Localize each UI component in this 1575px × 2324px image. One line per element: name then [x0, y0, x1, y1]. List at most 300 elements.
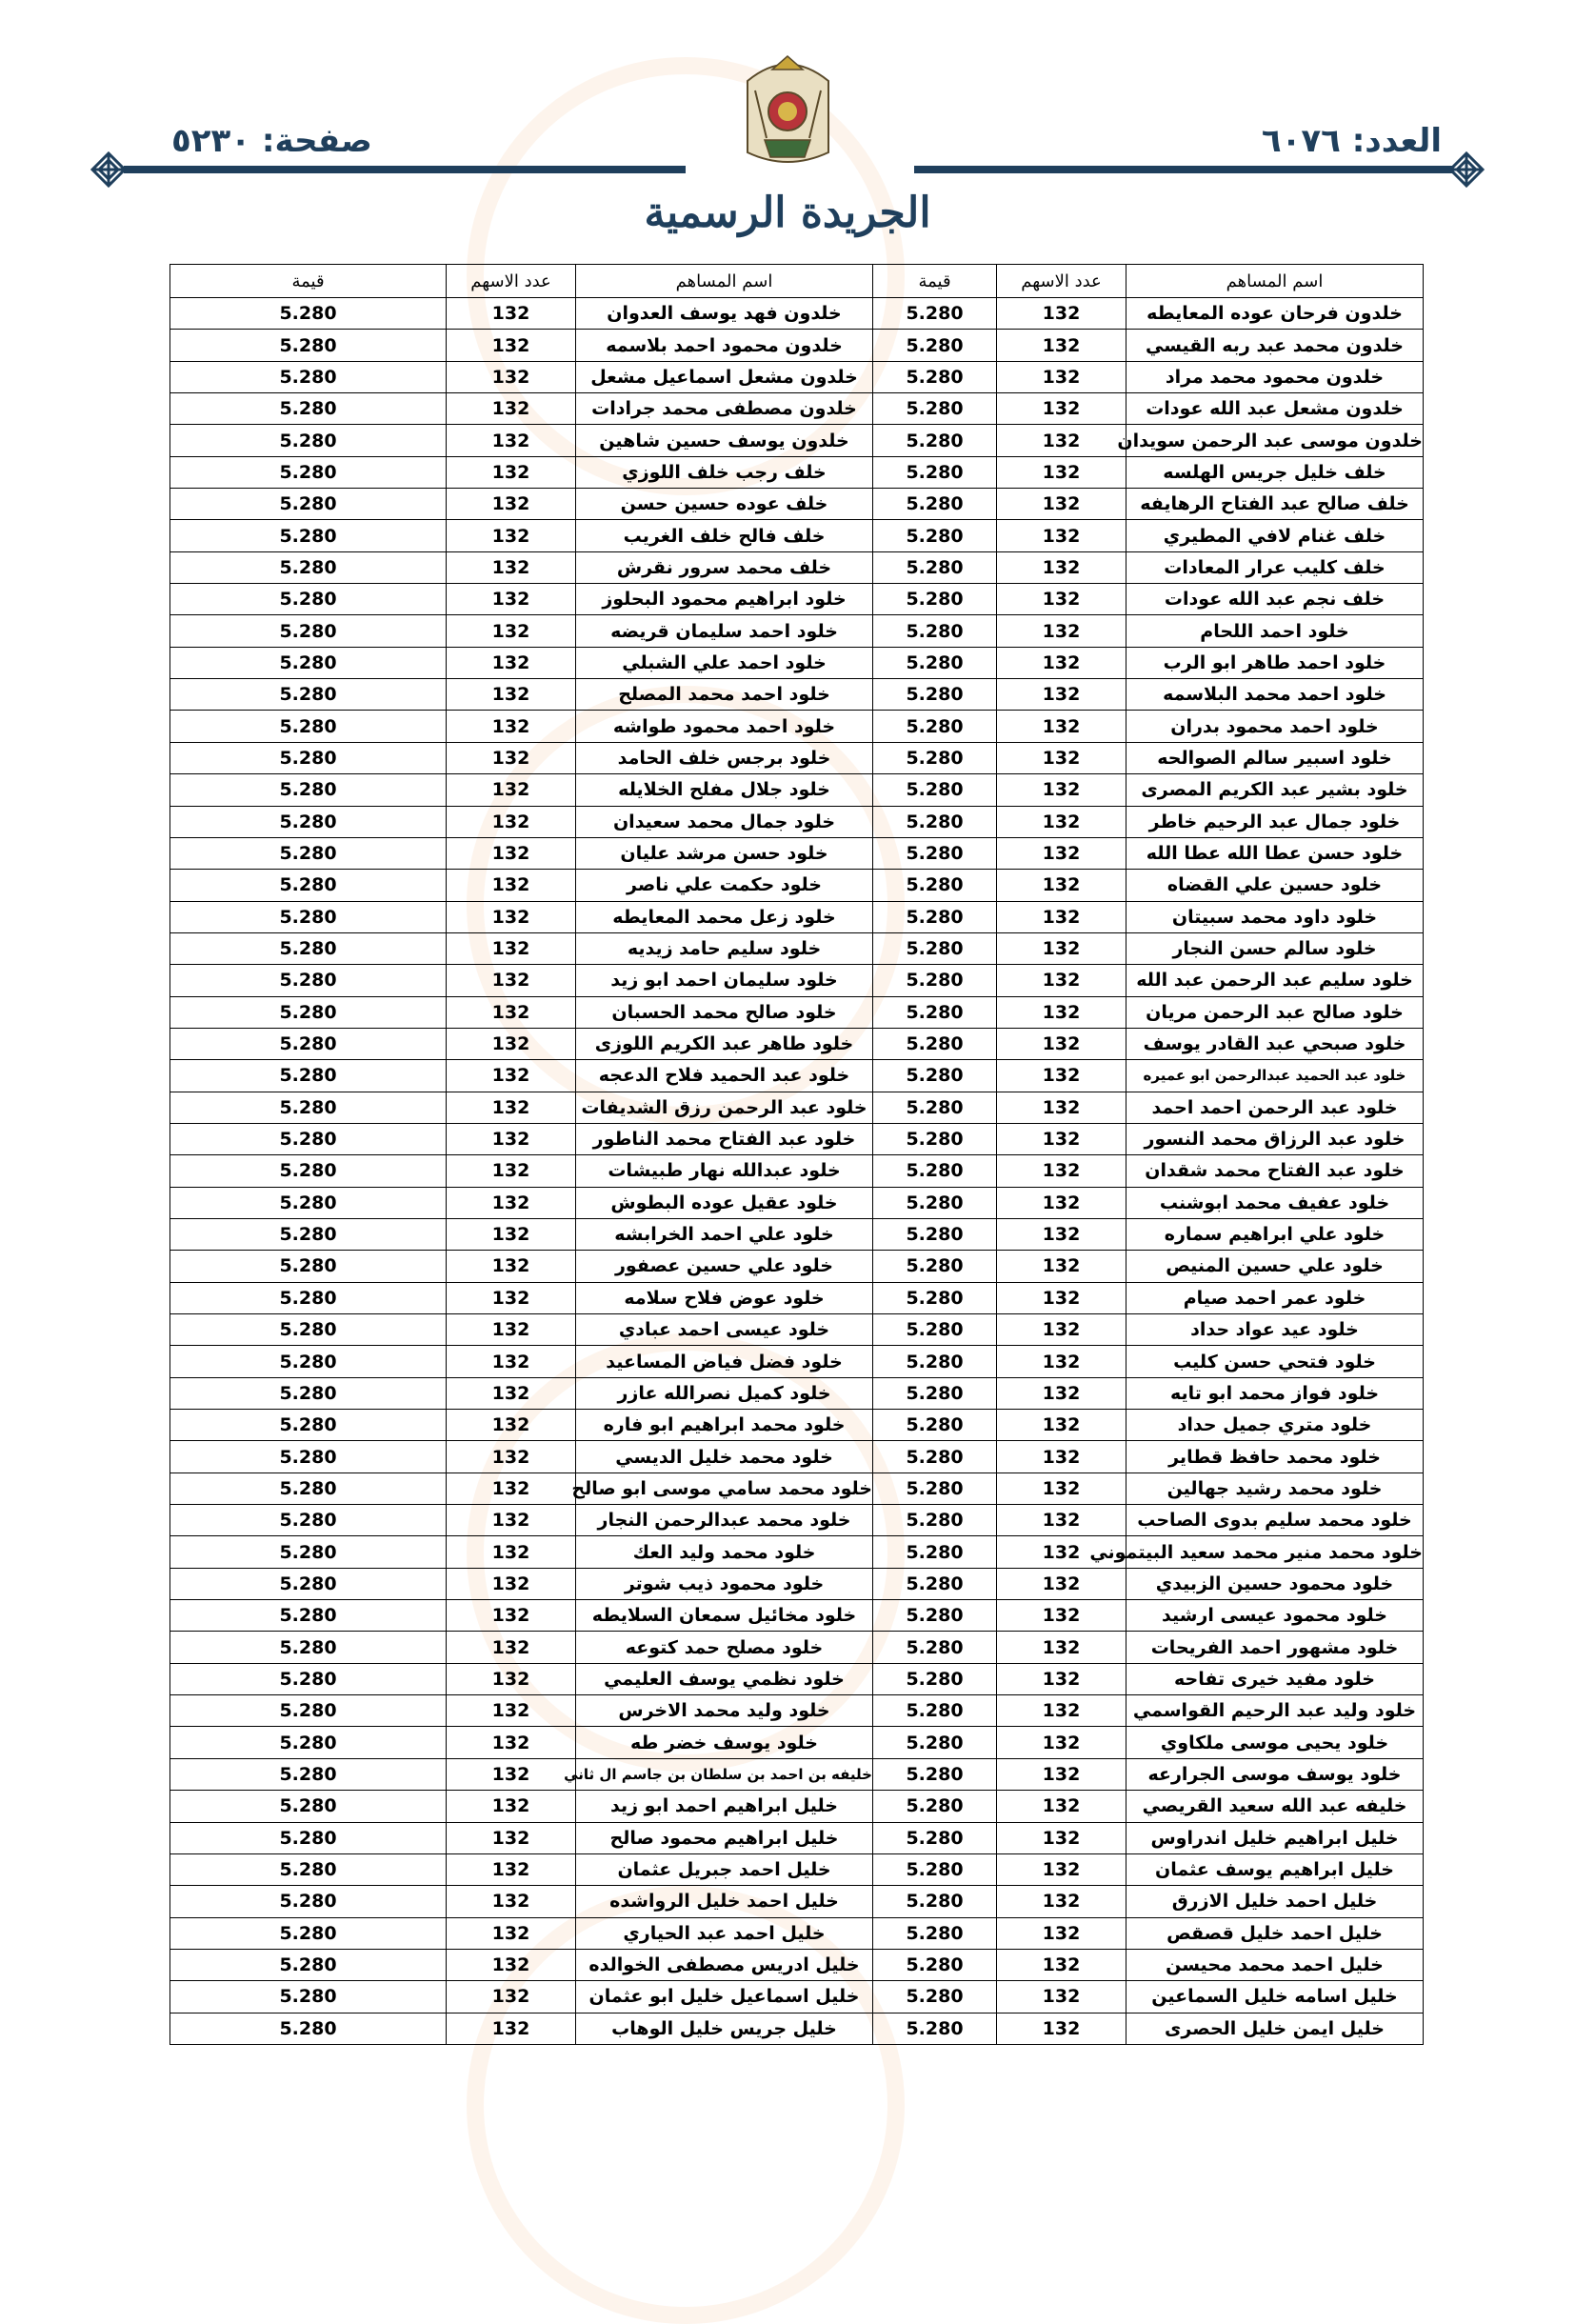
- cell-value: 5.280: [170, 361, 447, 392]
- table-row: [170, 1410, 1424, 1441]
- cell-shares: 132: [447, 456, 576, 488]
- cell-shares: 132: [997, 1314, 1126, 1346]
- cell-shares: 132: [447, 1695, 576, 1727]
- cell-value: 5.280: [170, 965, 447, 996]
- cell-value: 5.280: [170, 1282, 447, 1313]
- table-row: [170, 1632, 1424, 1663]
- cell-value: 5.280: [170, 425, 447, 456]
- table-body: [170, 298, 1424, 2045]
- cell-value: 5.280: [170, 1123, 447, 1154]
- table-row: [170, 1853, 1424, 1885]
- cell-value: 5.280: [873, 425, 997, 456]
- cell-value: 5.280: [170, 1632, 447, 1663]
- cell-name: خلود كميل نصرالله عازر: [576, 1377, 873, 1409]
- cell-name: خلود فواز محمد ابو تايه: [1126, 1377, 1424, 1409]
- cell-shares: 132: [997, 1251, 1126, 1282]
- cell-value: 5.280: [873, 1853, 997, 1885]
- cell-shares: 132: [997, 425, 1126, 456]
- cell-shares: 132: [447, 901, 576, 932]
- cell-value: 5.280: [873, 1092, 997, 1123]
- cell-name: خلود صبحي عبد القادر يوسف: [1126, 1028, 1424, 1059]
- cell-name: خليل ابراهيم خليل اندراوس: [1126, 1822, 1424, 1853]
- cell-shares: 132: [447, 520, 576, 551]
- cell-shares: 132: [997, 901, 1126, 932]
- table-row: [170, 870, 1424, 901]
- page-number: صفحة: ٥٢٣٠: [171, 122, 372, 160]
- cell-shares: 132: [997, 774, 1126, 806]
- cell-name: خلود يوسف موسى الجرارعه: [1126, 1758, 1424, 1790]
- cell-name: خلود محمد وليد العك: [576, 1536, 873, 1568]
- cell-shares: 132: [447, 806, 576, 837]
- cell-name: خلود علي احمد الخرابشه: [576, 1218, 873, 1250]
- table-row: [170, 456, 1424, 488]
- cell-value: 5.280: [873, 393, 997, 425]
- cell-shares: 132: [997, 1346, 1126, 1377]
- table-row: [170, 996, 1424, 1028]
- cell-name: خلود علي حسين عصفور: [576, 1251, 873, 1282]
- cell-name: خلود احمد محمد المصلح: [576, 679, 873, 711]
- cell-name: خلود احمد اللحام: [1126, 615, 1424, 647]
- table-row: [170, 393, 1424, 425]
- cell-shares: 132: [447, 1791, 576, 1822]
- cell-name: خلود حكمت علي ناصر: [576, 870, 873, 901]
- cell-name: خلود سليم حامد زيديه: [576, 932, 873, 964]
- header-rule-left: [124, 166, 686, 173]
- cell-value: 5.280: [873, 551, 997, 583]
- cell-value: 5.280: [873, 711, 997, 742]
- cell-shares: 132: [997, 870, 1126, 901]
- cell-shares: 132: [997, 1632, 1126, 1663]
- cell-name: خلود عقيل عوده البطوش: [576, 1187, 873, 1218]
- cell-name: خلود احمد طاهر ابو الرب: [1126, 647, 1424, 678]
- cell-shares: 132: [997, 551, 1126, 583]
- cell-value: 5.280: [873, 870, 997, 901]
- cell-shares: 132: [447, 1060, 576, 1092]
- cell-name: خلود حسن مرشد عليان: [576, 837, 873, 869]
- table-row: [170, 1028, 1424, 1059]
- cell-value: 5.280: [873, 1663, 997, 1694]
- cell-value: 5.280: [170, 1028, 447, 1059]
- cell-name: خلود صالح عبد الرحمن مريان: [1126, 996, 1424, 1028]
- cell-shares: 132: [447, 425, 576, 456]
- cell-name: خلود محمد عبدالرحمن النجار: [576, 1505, 873, 1536]
- cell-value: 5.280: [170, 1791, 447, 1822]
- cell-value: 5.280: [873, 2013, 997, 2044]
- cell-name: خلود عبد الحميد فلاح الدعجه: [576, 1060, 873, 1092]
- table-row: [170, 965, 1424, 996]
- table-row: [170, 2013, 1424, 2044]
- cell-value: 5.280: [873, 1346, 997, 1377]
- cell-name: خلف عوده حسين حسن: [576, 489, 873, 520]
- cell-shares: 132: [447, 647, 576, 678]
- cell-name: خلود عفيف محمد ابوشنب: [1126, 1187, 1424, 1218]
- cell-name: خليل احمد عبد الحياري: [576, 1917, 873, 1949]
- cell-shares: 132: [447, 1251, 576, 1282]
- table-row: [170, 1695, 1424, 1727]
- cell-name: خليل اسماعيل خليل ابو عثمان: [576, 1981, 873, 2013]
- cell-shares: 132: [997, 806, 1126, 837]
- cell-name: خلود عيسى احمد عبادي: [576, 1314, 873, 1346]
- cell-name: خلود برجس خلف الحامد: [576, 742, 873, 773]
- cell-value: 5.280: [170, 711, 447, 742]
- cell-shares: 132: [447, 1187, 576, 1218]
- cell-name: خليل احمد محمد محيسن: [1126, 1949, 1424, 1980]
- column-header-value: قيمة: [873, 265, 997, 298]
- cell-shares: 132: [447, 1886, 576, 1917]
- cell-name: خلدون فهد يوسف العدوان: [576, 298, 873, 330]
- table-row: [170, 679, 1424, 711]
- cell-shares: 132: [997, 1600, 1126, 1632]
- cell-name: خلود نظمي يوسف العليمي: [576, 1663, 873, 1694]
- cell-name: خلود احمد سليمان قريضه: [576, 615, 873, 647]
- table-row: [170, 774, 1424, 806]
- cell-name: خلدون محمود احمد بلاسمه: [576, 330, 873, 361]
- cell-value: 5.280: [873, 1791, 997, 1822]
- table-row: [170, 1505, 1424, 1536]
- cell-value: 5.280: [170, 1377, 447, 1409]
- cell-value: 5.280: [170, 615, 447, 647]
- cell-shares: 132: [997, 456, 1126, 488]
- cell-name: خلود طاهر عبد الكريم اللوزى: [576, 1028, 873, 1059]
- cell-shares: 132: [997, 1028, 1126, 1059]
- cell-shares: 132: [447, 996, 576, 1028]
- cell-name: خليل احمد جبريل عثمان: [576, 1853, 873, 1885]
- cell-name: خلود عبد الحميد عبدالرحمن ابو عميره: [1126, 1060, 1424, 1092]
- table-row: [170, 1536, 1424, 1568]
- table-row: [170, 932, 1424, 964]
- cell-value: 5.280: [873, 1218, 997, 1250]
- table-row: [170, 1123, 1424, 1154]
- cell-value: 5.280: [170, 870, 447, 901]
- cell-shares: 132: [997, 1187, 1126, 1218]
- cell-name: خليل احمد خليل الازرق: [1126, 1886, 1424, 1917]
- cell-name: خلدون محمود محمد مراد: [1126, 361, 1424, 392]
- cell-name: خلود مفيد خيرى تفاحه: [1126, 1663, 1424, 1694]
- cell-name: خلف فالح خلف الغريب: [576, 520, 873, 551]
- cell-value: 5.280: [873, 520, 997, 551]
- table-row: [170, 1917, 1424, 1949]
- column-header-name: اسم المساهم: [1126, 265, 1424, 298]
- cell-name: خلود احمد علي الشبلي: [576, 647, 873, 678]
- cell-value: 5.280: [873, 1536, 997, 1568]
- cell-value: 5.280: [873, 1727, 997, 1758]
- cell-shares: 132: [447, 1917, 576, 1949]
- cell-shares: 132: [997, 932, 1126, 964]
- cell-shares: 132: [447, 837, 576, 869]
- cell-value: 5.280: [170, 1505, 447, 1536]
- cell-name: خلود محمد خليل الديسي: [576, 1441, 873, 1473]
- table-row: [170, 1663, 1424, 1694]
- cell-value: 5.280: [873, 1886, 997, 1917]
- cell-shares: 132: [447, 1155, 576, 1187]
- table-row: [170, 1822, 1424, 1853]
- cell-name: خلود عبد الفتاح محمد الناطور: [576, 1123, 873, 1154]
- cell-shares: 132: [997, 1410, 1126, 1441]
- cell-value: 5.280: [170, 1663, 447, 1694]
- cell-shares: 132: [997, 489, 1126, 520]
- cell-value: 5.280: [873, 1632, 997, 1663]
- cell-value: 5.280: [170, 393, 447, 425]
- cell-value: 5.280: [873, 1123, 997, 1154]
- cell-shares: 132: [447, 1218, 576, 1250]
- cell-shares: 132: [447, 1536, 576, 1568]
- cell-name: خلود جلال مفلح الخلايله: [576, 774, 873, 806]
- cell-shares: 132: [447, 1473, 576, 1504]
- cell-value: 5.280: [873, 996, 997, 1028]
- cell-value: 5.280: [170, 1981, 447, 2013]
- cell-shares: 132: [997, 837, 1126, 869]
- cell-name: خلود فضل فياض المساعيد: [576, 1346, 873, 1377]
- cell-shares: 132: [447, 584, 576, 615]
- cell-shares: 132: [447, 1092, 576, 1123]
- cell-shares: 132: [447, 2013, 576, 2044]
- cell-shares: 132: [997, 615, 1126, 647]
- cell-value: 5.280: [873, 1155, 997, 1187]
- cell-shares: 132: [997, 1218, 1126, 1250]
- cell-value: 5.280: [873, 361, 997, 392]
- cell-shares: 132: [447, 1123, 576, 1154]
- cell-shares: 132: [997, 1155, 1126, 1187]
- table-row: [170, 1886, 1424, 1917]
- table-row: [170, 837, 1424, 869]
- cell-shares: 132: [997, 965, 1126, 996]
- cell-shares: 132: [997, 1282, 1126, 1313]
- cell-value: 5.280: [170, 901, 447, 932]
- cell-shares: 132: [447, 330, 576, 361]
- cell-shares: 132: [997, 1536, 1126, 1568]
- cell-shares: 132: [997, 1123, 1126, 1154]
- table-row: [170, 742, 1424, 773]
- table-row: [170, 1092, 1424, 1123]
- cell-value: 5.280: [170, 679, 447, 711]
- knot-ornament-icon: [1449, 152, 1484, 187]
- table-row: [170, 647, 1424, 678]
- cell-value: 5.280: [170, 1060, 447, 1092]
- cell-shares: 132: [997, 1949, 1126, 1980]
- cell-name: خلود محمد سامي موسى ابو صالح: [576, 1473, 873, 1504]
- cell-name: خلود محمود عيسى ارشيد: [1126, 1600, 1424, 1632]
- table-row: [170, 1155, 1424, 1187]
- cell-shares: 132: [447, 1758, 576, 1790]
- cell-value: 5.280: [170, 1853, 447, 1885]
- cell-value: 5.280: [873, 932, 997, 964]
- cell-name: خلود محمد سليم بدوى الصاحب: [1126, 1505, 1424, 1536]
- cell-shares: 132: [447, 1441, 576, 1473]
- cell-name: خلود عبد الفتاح محمد شقدان: [1126, 1155, 1424, 1187]
- cell-shares: 132: [997, 742, 1126, 773]
- cell-shares: 132: [447, 1282, 576, 1313]
- cell-shares: 132: [447, 870, 576, 901]
- cell-shares: 132: [447, 1505, 576, 1536]
- column-header-name: اسم المساهم: [576, 265, 873, 298]
- cell-name: خليل احمد خليل الرواشده: [576, 1886, 873, 1917]
- cell-shares: 132: [997, 298, 1126, 330]
- cell-value: 5.280: [170, 1092, 447, 1123]
- cell-shares: 132: [447, 774, 576, 806]
- issue-number: العدد: ٦٠٧٦: [1261, 122, 1442, 160]
- cell-value: 5.280: [873, 742, 997, 773]
- table-row: [170, 806, 1424, 837]
- cell-name: خلود علي حسين المنيص: [1126, 1251, 1424, 1282]
- cell-value: 5.280: [170, 996, 447, 1028]
- cell-name: خلود فتحي حسن كليب: [1126, 1346, 1424, 1377]
- cell-value: 5.280: [170, 1917, 447, 1949]
- cell-value: 5.280: [170, 1886, 447, 1917]
- cell-name: خليل ادريس مصطفى الخوالده: [576, 1949, 873, 1980]
- cell-value: 5.280: [170, 1218, 447, 1250]
- table-row: [170, 901, 1424, 932]
- cell-name: خلود حسن عطا الله عطا الله: [1126, 837, 1424, 869]
- cell-value: 5.280: [873, 837, 997, 869]
- cell-value: 5.280: [873, 456, 997, 488]
- cell-name: خلود احمد محمود بدران: [1126, 711, 1424, 742]
- cell-value: 5.280: [170, 2013, 447, 2044]
- cell-shares: 132: [997, 1663, 1126, 1694]
- cell-shares: 132: [447, 1853, 576, 1885]
- cell-value: 5.280: [873, 774, 997, 806]
- table-row: [170, 1949, 1424, 1980]
- cell-value: 5.280: [170, 1536, 447, 1568]
- cell-name: خليل ايمن خليل الحصرى: [1126, 2013, 1424, 2044]
- cell-name: خليل احمد خليل قصقص: [1126, 1917, 1424, 1949]
- cell-name: خلف غنام لافي المطيري: [1126, 520, 1424, 551]
- table-row: [170, 1791, 1424, 1822]
- cell-value: 5.280: [170, 806, 447, 837]
- table-row: [170, 1187, 1424, 1218]
- cell-name: خلود محمد رشيد جهالين: [1126, 1473, 1424, 1504]
- cell-name: خلود عمر احمد صيام: [1126, 1282, 1424, 1313]
- table-row: [170, 1981, 1424, 2013]
- cell-name: خلود زعل محمد المعايطه: [576, 901, 873, 932]
- cell-name: خلدون محمد عبد ربه القيسي: [1126, 330, 1424, 361]
- gazette-title: الجريدة الرسمية: [644, 189, 931, 237]
- cell-shares: 132: [997, 1791, 1126, 1822]
- cell-shares: 132: [447, 1568, 576, 1599]
- cell-value: 5.280: [170, 837, 447, 869]
- cell-value: 5.280: [170, 1473, 447, 1504]
- table-row: [170, 615, 1424, 647]
- cell-shares: 132: [997, 1441, 1126, 1473]
- cell-value: 5.280: [873, 1949, 997, 1980]
- cell-value: 5.280: [170, 456, 447, 488]
- cell-name: خلود علي ابراهيم سماره: [1126, 1218, 1424, 1250]
- cell-name: خلف خليل جريس الهلسه: [1126, 456, 1424, 488]
- cell-value: 5.280: [873, 806, 997, 837]
- cell-value: 5.280: [170, 1949, 447, 1980]
- cell-shares: 132: [447, 965, 576, 996]
- cell-value: 5.280: [170, 1822, 447, 1853]
- cell-shares: 132: [447, 1663, 576, 1694]
- cell-shares: 132: [447, 932, 576, 964]
- cell-value: 5.280: [170, 1758, 447, 1790]
- cell-value: 5.280: [170, 584, 447, 615]
- cell-shares: 132: [997, 1377, 1126, 1409]
- cell-name: خليل ابراهيم محمود صالح: [576, 1822, 873, 1853]
- cell-name: خلود جمال عبد الرحيم خاطر: [1126, 806, 1424, 837]
- table-row: [170, 711, 1424, 742]
- cell-name: خلود يحيى موسى ملكاوي: [1126, 1727, 1424, 1758]
- cell-value: 5.280: [873, 584, 997, 615]
- cell-value: 5.280: [873, 1028, 997, 1059]
- shareholders-table: [169, 264, 1424, 2045]
- cell-shares: 132: [997, 1568, 1126, 1599]
- cell-shares: 132: [997, 330, 1126, 361]
- table-row: [170, 1282, 1424, 1313]
- table-row: [170, 1251, 1424, 1282]
- cell-shares: 132: [447, 1822, 576, 1853]
- cell-shares: 132: [997, 1727, 1126, 1758]
- cell-shares: 132: [997, 584, 1126, 615]
- cell-value: 5.280: [170, 1187, 447, 1218]
- cell-value: 5.280: [873, 1822, 997, 1853]
- cell-shares: 132: [447, 361, 576, 392]
- cell-name: خلدون فرحان عوده المعايطه: [1126, 298, 1424, 330]
- cell-value: 5.280: [873, 615, 997, 647]
- cell-shares: 132: [997, 1473, 1126, 1504]
- cell-shares: 132: [447, 615, 576, 647]
- cell-name: خلود عبد الرحمن رزق الشديفات: [576, 1092, 873, 1123]
- page-header: [0, 0, 1575, 257]
- cell-name: خلود ابراهيم محمود البحلوز: [576, 584, 873, 615]
- cell-value: 5.280: [170, 298, 447, 330]
- cell-value: 5.280: [873, 1441, 997, 1473]
- table-row: [170, 1060, 1424, 1092]
- cell-value: 5.280: [170, 1314, 447, 1346]
- cell-value: 5.280: [873, 1314, 997, 1346]
- cell-name: خليفه عبد الله سعيد القريصي: [1126, 1791, 1424, 1822]
- column-header-shares: عدد الاسهم: [997, 265, 1126, 298]
- cell-value: 5.280: [873, 330, 997, 361]
- cell-value: 5.280: [170, 1568, 447, 1599]
- cell-name: خلف نجم عبد الله عودات: [1126, 584, 1424, 615]
- cell-name: خلف محمد سرور نقرش: [576, 551, 873, 583]
- cell-name: خلود مشهور احمد الفريحات: [1126, 1632, 1424, 1663]
- table-row: [170, 1727, 1424, 1758]
- cell-name: خلف رجب خلف اللوزي: [576, 456, 873, 488]
- cell-name: خلود سليمان احمد ابو زيد: [576, 965, 873, 996]
- cell-value: 5.280: [170, 1695, 447, 1727]
- cell-value: 5.280: [873, 1377, 997, 1409]
- table-row: [170, 1314, 1424, 1346]
- cell-name: خلود عيد عواد حداد: [1126, 1314, 1424, 1346]
- cell-shares: 132: [447, 1377, 576, 1409]
- cell-name: خلود عوض فلاح سلامه: [576, 1282, 873, 1313]
- cell-name: خلود عبد الرحمن احمد احمد: [1126, 1092, 1424, 1123]
- cell-name: خلود متري جميل حداد: [1126, 1410, 1424, 1441]
- cell-shares: 132: [997, 1505, 1126, 1536]
- cell-shares: 132: [997, 996, 1126, 1028]
- cell-value: 5.280: [873, 1981, 997, 2013]
- table-row: [170, 1346, 1424, 1377]
- cell-value: 5.280: [873, 1410, 997, 1441]
- cell-value: 5.280: [170, 742, 447, 773]
- cell-shares: 132: [997, 1981, 1126, 2013]
- cell-value: 5.280: [873, 1758, 997, 1790]
- cell-value: 5.280: [170, 1410, 447, 1441]
- cell-shares: 132: [997, 1695, 1126, 1727]
- table-row: [170, 551, 1424, 583]
- knot-ornament-icon: [91, 152, 126, 187]
- cell-value: 5.280: [873, 1187, 997, 1218]
- cell-value: 5.280: [873, 489, 997, 520]
- cell-value: 5.280: [873, 1473, 997, 1504]
- cell-value: 5.280: [170, 1727, 447, 1758]
- table-row: [170, 361, 1424, 392]
- table-row: [170, 330, 1424, 361]
- table-row: [170, 489, 1424, 520]
- cell-name: خلود صالح محمد الحسبان: [576, 996, 873, 1028]
- cell-shares: 132: [447, 1727, 576, 1758]
